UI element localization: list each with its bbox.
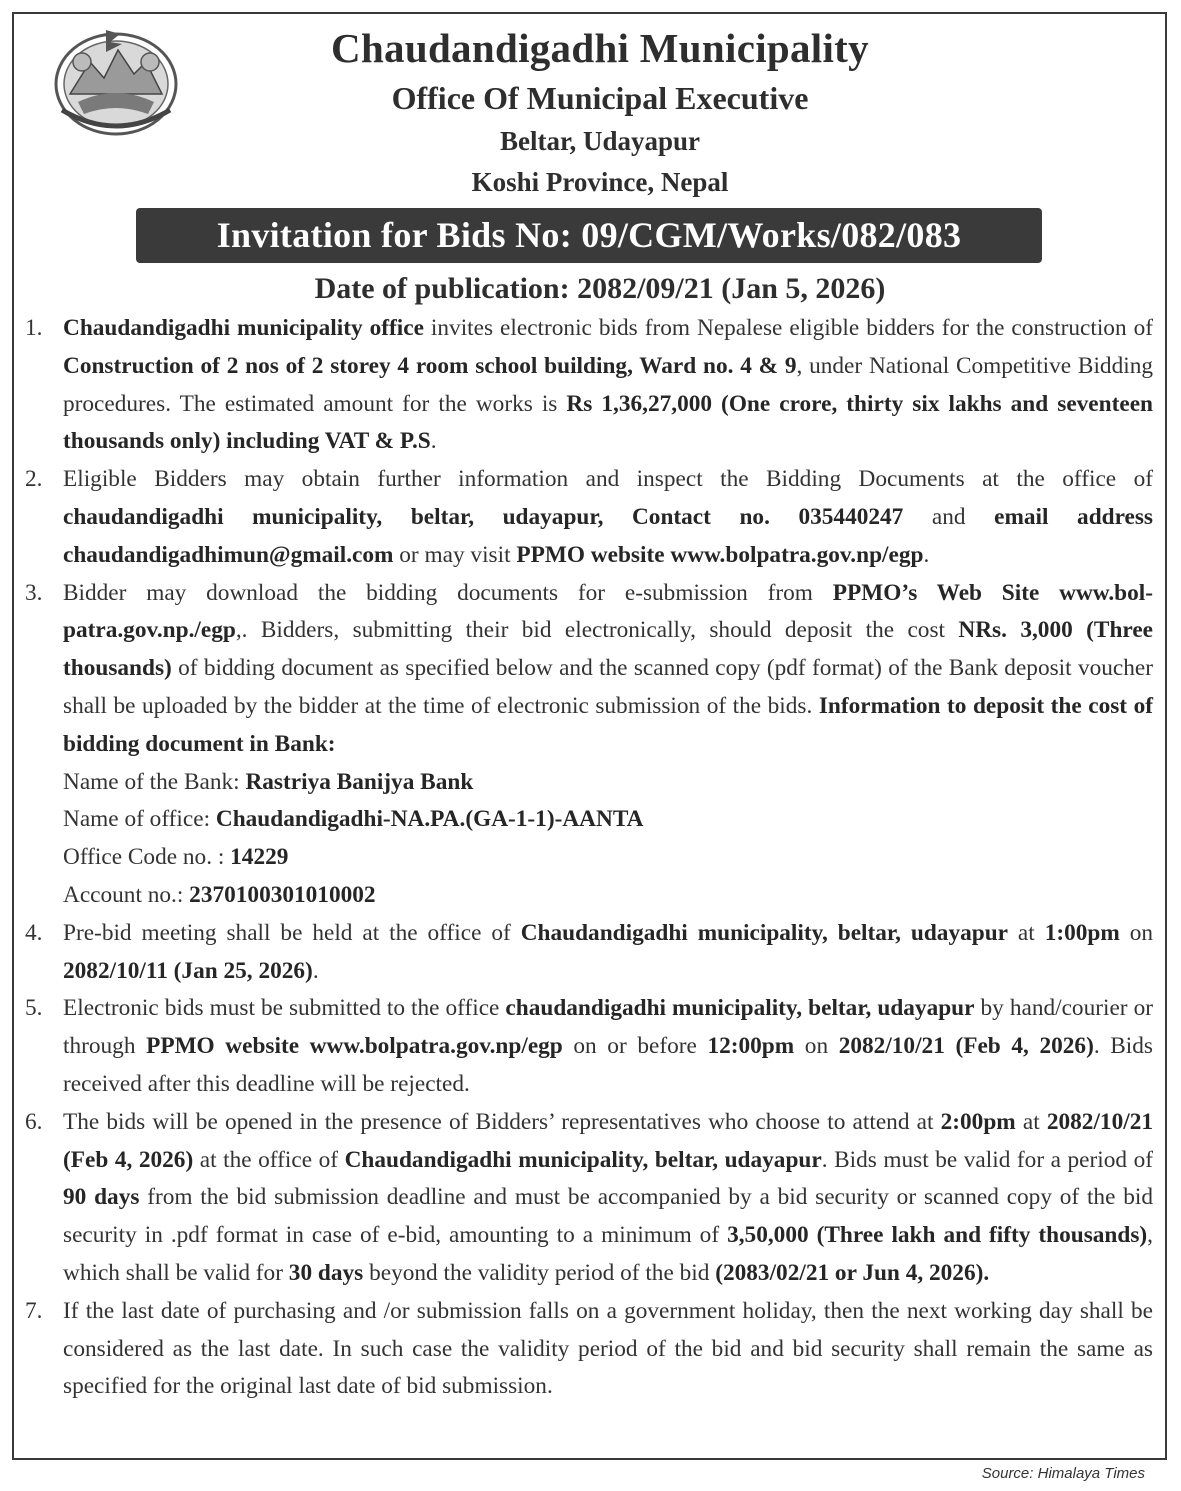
bold-text: chaudandigadhi municipality, beltar, udayapur, Contact no. 035440247	[63, 503, 904, 530]
bank-info-line	[63, 839, 1153, 877]
notice-item	[25, 575, 1153, 915]
bold-text: chaudandigadhi municipality, beltar, udayapur	[505, 995, 975, 1022]
item-number: 6.	[25, 1108, 43, 1135]
item-number: 4.	[25, 919, 43, 946]
plain-text: .	[923, 541, 930, 568]
plain-text: . Bids received after this deadline will be rejected.	[63, 1033, 1153, 1097]
plain-text: at the office of	[193, 1146, 345, 1173]
item-text	[63, 915, 1153, 991]
bold-text: Chaudandigadhi municipality, beltar, udayapur	[344, 1146, 822, 1173]
bank-info-line	[63, 877, 1153, 915]
item-text	[63, 1293, 1153, 1406]
bold-text: 2082/10/21 (Feb 4, 2026)	[838, 1033, 1094, 1060]
bank-info-label: Account no.:	[63, 881, 190, 908]
plain-text: The bids will be opened in the presence of Bidders’ representatives who choose to attend at	[63, 1108, 941, 1135]
office-subtitle: Office Of Municipal Executive	[391, 80, 809, 116]
source-credit: Source: Himalaya Times	[981, 1465, 1145, 1482]
bank-info-line	[63, 764, 1153, 802]
bold-text: PPMO’s Web Site www.bol-patra.gov.np./egp	[63, 579, 1153, 644]
bank-info-value: Rastriya Banijya Bank	[245, 768, 474, 795]
bold-text: PPMO website www.bolpatra.gov.np/egp	[146, 1033, 563, 1060]
plain-text: on or before	[562, 1033, 708, 1060]
bold-text: Chaudandigadhi municipality office	[63, 315, 424, 341]
bold-text: 90 days	[63, 1184, 140, 1211]
plain-text: at	[1008, 919, 1045, 946]
plain-text: Electronic bids must be submitted to the office	[63, 995, 506, 1022]
bold-text: Information to deposit the cost of bidding document in Bank:	[63, 692, 1153, 757]
plain-text: beyond the validity period of the bid	[363, 1259, 716, 1286]
bank-info-line	[63, 801, 1153, 839]
bold-text: 2082/10/21 (Feb 4, 2026)	[63, 1108, 1153, 1173]
bank-info-value: 14229	[230, 844, 289, 871]
bold-text: 1:00pm	[1044, 919, 1120, 946]
notice-item	[25, 990, 1153, 1103]
plain-text: from the bid submission deadline and must be accompanied by a bid security or scanned copy of the bid security in .pdf format in case of e-bid, amounting to a minimum of	[63, 1184, 1153, 1249]
bid-number-banner: Invitation for Bids No: 09/CGM/Works/082/083	[136, 208, 1042, 263]
notice-body	[25, 310, 1153, 1406]
publication-date: Date of publication: 2082/09/21 (Jan 5, 2026)	[314, 272, 886, 305]
bold-text: Rs 1,36,27,000 (One crore, thirty six lakhs and seventeen thousands only) including VAT & P.S	[63, 390, 1153, 455]
item-text	[63, 990, 1153, 1103]
item-number: 3.	[25, 579, 43, 606]
bold-text: 3,50,000 (Three lakh and fifty thousands)	[727, 1222, 1148, 1249]
bold-text: NRs. 3,000 (Three thousands)	[63, 617, 1153, 682]
notice-item	[25, 461, 1153, 574]
address-line-2: Koshi Province, Nepal	[471, 167, 729, 197]
item-text	[63, 310, 1153, 461]
plain-text: .	[430, 428, 437, 455]
item-number: 7.	[25, 1297, 43, 1324]
bank-info-value: 2370100301010002	[189, 881, 376, 908]
plain-text: or may visit	[393, 541, 517, 568]
bank-info-label: Name of office:	[63, 806, 216, 833]
plain-text: on	[794, 1033, 839, 1060]
bold-text: Construction of 2 nos of 2 storey 4 room school building, Ward no. 4 & 9	[63, 352, 797, 379]
plain-text: .	[312, 957, 319, 984]
plain-text: of bidding document as specified below and the scanned copy (pdf format) of the Bank deposit voucher shall be uploaded by the bidder at the time of electronic submission of the bids.	[63, 655, 1153, 719]
plain-text: . Bids must be valid for a period of	[821, 1146, 1154, 1173]
bold-text: Chaudandigadhi municipality, beltar, udayapur	[520, 919, 1008, 946]
plain-text: , which shall be valid for	[63, 1222, 1153, 1286]
plain-text: and	[903, 503, 995, 530]
item-number: 2.	[25, 466, 43, 493]
bold-text: PPMO website www.bolpatra.gov.np/egp	[516, 541, 924, 568]
plain-text: , under National Competitive Bidding procedures. The estimated amount for the works is	[63, 352, 1153, 417]
plain-text: Bidder may download the bidding documents for e-submission from	[63, 579, 833, 606]
item-number: 5.	[25, 995, 43, 1022]
bold-text: 2:00pm	[940, 1108, 1016, 1135]
plain-text: ,. Bidders, submitting their bid electronically, should deposit the cost	[235, 617, 959, 644]
address-line-1: Beltar, Udayapur	[499, 126, 701, 156]
bank-info-value: Chaudandigadhi-NA.PA.(GA-1-1)-AANTA	[215, 806, 644, 833]
bold-text: (2083/02/21 or Jun 4, 2026).	[715, 1259, 990, 1286]
notice-item	[25, 1104, 1153, 1293]
plain-text: by hand/courier or through	[63, 995, 1153, 1060]
plain-text: on	[1119, 919, 1153, 946]
plain-text: If the last date of purchasing and /or submission falls on a government holiday, then the next working day shall be considered as the last date. In such case the validity period of the bid and bid security shall remain the same as specified for the original last date of bid submission.	[63, 1297, 1153, 1400]
plain-text: invites electronic bids from Nepalese eligible bidders for the construction of	[423, 315, 1153, 341]
notice-item	[25, 915, 1153, 991]
plain-text: at	[1015, 1108, 1047, 1135]
item-text	[63, 575, 1153, 764]
bold-text: email address chaudandigadhimun@gmail.com	[63, 503, 1153, 568]
bank-info-label: Office Code no. :	[63, 844, 231, 871]
municipality-title: Chaudandigadhi Municipality	[331, 25, 869, 71]
notice-item	[25, 310, 1153, 461]
bold-text: 30 days	[288, 1259, 364, 1286]
item-number: 1.	[25, 315, 43, 341]
notice-item	[25, 1293, 1153, 1406]
bank-info-label: Name of the Bank:	[63, 768, 246, 795]
plain-text: Pre-bid meeting shall be held at the office of	[63, 919, 521, 946]
item-text	[63, 461, 1153, 574]
item-text	[63, 1104, 1153, 1293]
plain-text: Eligible Bidders may obtain further information and inspect the Bidding Documents at the office of	[63, 466, 1153, 493]
bold-text: 12:00pm	[707, 1033, 795, 1060]
bold-text: 2082/10/11 (Jan 25, 2026)	[63, 957, 313, 984]
